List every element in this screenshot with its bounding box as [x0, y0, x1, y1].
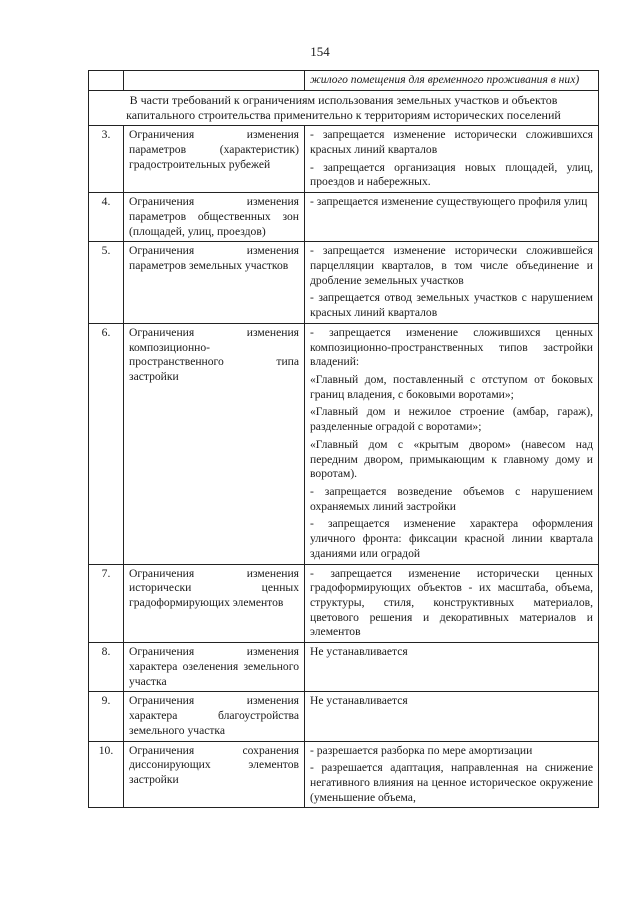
requirement-item: - запрещается изменение исторически сложившейся парцелляции кварталов, в том числе объединение и дробление земельных участков	[310, 244, 593, 287]
section-heading: В части требований к ограничениям использования земельных участков и объектов капитального строительства применительно к территориям исторических поселений	[89, 90, 599, 125]
table-row	[89, 741, 599, 808]
table-row	[89, 564, 599, 643]
table-row	[89, 193, 599, 242]
row-number: 3.	[89, 126, 124, 193]
requirement-item: Не устанавливается	[310, 645, 408, 659]
requirement-item: - запрещается изменение исторически сложившихся красных линий кварталов	[310, 128, 593, 156]
row-number: 7.	[89, 564, 124, 643]
row-number: 6.	[89, 323, 124, 564]
requirement-item: «Главный дом с «крытым двором» (навесом над передним двором, примыкающим к главному дому и воротам).	[310, 437, 593, 481]
requirement-item: - разрешается адаптация, направленная на снижение негативного влияния на ценное историческое окружение (уменьшение объема,	[310, 761, 593, 804]
requirement-item: - запрещается организация новых площадей, улиц, проездов и набережных.	[310, 160, 593, 189]
requirements-cell	[305, 643, 599, 692]
requirement-item: - запрещается изменение сложившихся ценных композиционно-пространственных типов застройки владений:	[310, 325, 593, 369]
table-row	[89, 643, 599, 692]
requirement-item: - запрещается изменение характера оформления уличного фронта: фиксации красной линии квартала зданиями или оградой	[310, 517, 593, 560]
requirement-item: - запрещается изменение исторически ценных градоформирующих объектов - их масштаба, объема, структуры, стиля, конструктивных материалов, цветового решения и декоративных материалов и элементов	[310, 566, 593, 639]
requirement-item: - разрешается разборка по мере амортизации	[310, 743, 533, 757]
requirements-cell	[305, 741, 599, 808]
table-row	[89, 242, 599, 324]
restriction-name: Ограничения изменения характера озеленения земельного участка	[124, 643, 305, 692]
requirement-item: - запрещается возведение объемов с нарушением охраняемых линий застройки	[310, 485, 593, 513]
requirements-cell	[305, 564, 599, 643]
restriction-name: Ограничения изменения исторически ценных градоформирующих элементов	[124, 564, 305, 643]
row-number: 5.	[89, 242, 124, 324]
table-row	[89, 692, 599, 741]
restriction-name: Ограничения изменения характера благоустройства земельного участка	[124, 692, 305, 741]
requirement-item: - запрещается изменение существующего профиля улиц	[310, 195, 588, 209]
continuation-num-cell	[89, 71, 124, 91]
continuation-text: жилого помещения для временного проживания в них)	[305, 71, 599, 91]
section-heading-row	[89, 90, 599, 125]
requirements-cell	[305, 323, 599, 564]
continuation-name-cell	[124, 71, 305, 91]
requirements-cell	[305, 193, 599, 242]
requirement-item: «Главный дом, поставленный с отступом от боковых границ владения, с боковыми воротами»;	[310, 372, 593, 401]
restriction-name: Ограничения изменения параметров земельных участков	[124, 242, 305, 324]
requirement-item: «Главный дом и нежилое строение (амбар, гараж), разделенные оградой с воротами»;	[310, 405, 593, 434]
table-row	[89, 323, 599, 564]
row-number: 4.	[89, 193, 124, 242]
requirements-cell	[305, 126, 599, 193]
requirements-cell	[305, 242, 599, 324]
table-row	[89, 126, 599, 193]
restriction-name: Ограничения изменения параметров общественных зон (площадей, улиц, проездов)	[124, 193, 305, 242]
row-number: 10.	[89, 741, 124, 808]
table-body	[89, 71, 599, 808]
row-number: 9.	[89, 692, 124, 741]
requirement-item: - запрещается отвод земельных участков с нарушением красных линий кварталов	[310, 291, 593, 320]
requirements-cell	[305, 692, 599, 741]
continuation-row	[89, 71, 599, 91]
row-number: 8.	[89, 643, 124, 692]
requirements-table	[88, 70, 599, 808]
requirement-item: Не устанавливается	[310, 694, 408, 708]
restriction-name: Ограничения изменения композиционно-пространственного типа застройки	[124, 323, 305, 564]
restriction-name: Ограничения изменения параметров (характеристик) градостроительных рубежей	[124, 126, 305, 193]
restriction-name: Ограничения сохранения диссонирующих элементов застройки	[124, 741, 305, 808]
page-number: 154	[310, 44, 330, 59]
